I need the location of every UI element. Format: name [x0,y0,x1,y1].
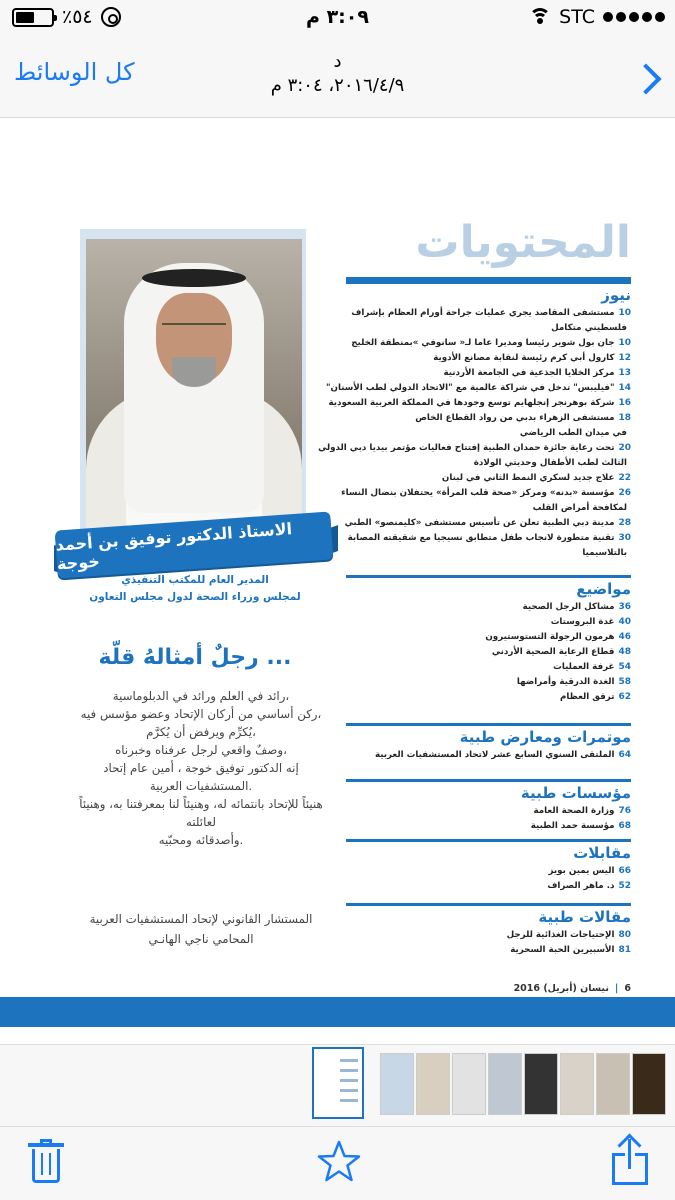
section-header [346,723,631,746]
contents-item [346,501,631,516]
contents-item [346,531,631,546]
contents-item-page: 16 [618,398,631,408]
contents-item-text: الأسبيرين الحبة السحرية [510,945,615,955]
contents-item [341,486,631,501]
contents-item-page: 36 [618,602,631,612]
contents-item-page: 26 [618,488,631,498]
contents-item-page: 81 [618,945,631,955]
contents-item-page: 10 [618,308,631,318]
contents-item-page: 62 [618,692,631,702]
contents-item-text: الغدة الدرقية وأمراضها [516,677,615,687]
section-items [318,306,631,561]
section-items [346,864,631,894]
thumbnail[interactable] [380,1053,414,1115]
section-items [346,928,631,958]
contents-item-text: مشاكل الرجل الصحية [522,602,615,612]
section-title: مؤسسات طبية [520,784,631,802]
page-footer [514,983,631,994]
contents-item [346,819,631,834]
contents-item-page: 10 [618,338,631,348]
section-items [346,804,631,834]
contents-item-page: 12 [618,353,631,363]
contents-item-page: 52 [618,881,631,891]
section-header [346,575,631,598]
navigation-bar [0,38,675,118]
section-items [346,600,631,705]
contents-item-page: 58 [618,677,631,687]
contents-item [346,336,631,351]
status-time: ٣:٠٩ م [306,6,369,28]
contents-item-text: مركز الخلايا الجذعية في الجامعة الأردنية [443,368,615,378]
contents-item-page: 40 [618,617,631,627]
signature-name: المحامي ناجي الهانـي [148,932,254,946]
contents-item [346,426,631,441]
section-items [346,748,631,763]
thumbnail-strip[interactable] [0,1044,675,1126]
section-title: مقالات طبية [538,908,631,926]
contents-item-page: 30 [618,533,631,543]
contents-item-text: مؤسسة «بدنه» ومركز «صحة قلب المرأة» يحتفلان بنضال النساء [341,488,615,498]
contents-item-text: "فيليبس" تدخل في شراكة عالمية مع "الاتحاد الدولي لطب الأسنان" [326,383,615,393]
trash-icon[interactable] [28,1139,64,1185]
contents-item [346,630,631,645]
poem-line: المستشفيات العربية. [149,779,253,793]
contents-item [346,600,631,615]
magazine-page[interactable] [0,119,675,1044]
contents-item-page: 66 [618,866,631,876]
contents-item-page: 46 [618,632,631,642]
poem-line: يُكرِّم ويرفض أن يُكرَّم، [146,725,256,739]
nav-title-date: ٢٠١٦/٤/٩، ٣:٠٤ م [270,75,405,96]
contents-section [346,779,631,834]
contents-item-page: 18 [618,413,631,423]
contents-item-text: اليس يمين بويز [548,866,615,876]
contents-item [346,690,631,705]
contents-item-text: الملتقى السنوي السابع عشر لاتحاد المستشفيات العربية [374,750,615,760]
contents-section [346,723,631,763]
contents-item-text: غدة البروستات [550,617,615,627]
thumbnail[interactable] [416,1053,450,1115]
thumbnail[interactable] [596,1053,630,1115]
profile-poem [56,687,346,849]
contents-item [346,411,631,426]
poem-line: لعائلته [186,815,216,829]
portrait-beard [172,357,216,387]
contents-item [346,879,631,894]
profile-role-line1: المدير العام للمكتب التنفيذي [121,574,269,586]
thumbnail[interactable] [488,1053,522,1115]
contents-item [346,321,631,336]
contents-item [318,441,631,456]
contents-item-text: مستشفى المقاصد يجري عمليات جراحة أورام العظام بإشراف [351,308,615,318]
contents-title: المحتويات [415,217,631,268]
signature-title: المستشار القانوني لإتحاد المستشفيات العربية [89,912,313,926]
profile-name-ribbon: الاستاذ الدكتور توفيق بن أحمد خوجة [55,511,334,578]
contents-item-text: في ميدان الطب الرياضي [519,428,627,438]
back-chevron-icon[interactable] [635,60,657,96]
poem-line: هنيئاً للإتحاد بانتمائه له، وهنيئاً لنا بمعرفتنا به، وهنيئاً [79,797,323,811]
contents-item-page: 68 [618,821,631,831]
contents-item-page: 64 [618,750,631,760]
contents-item [346,516,631,531]
thumbnail[interactable] [632,1053,666,1115]
contents-item-text: مؤسسة حمد الطبية [530,821,615,831]
thumbnail-selected[interactable] [312,1047,364,1119]
contents-item-text: الإحتياجات الغذائية للرجل [506,930,615,940]
contents-item-text: كارول أبي كرم رئيسة لنقابة مصانع الأدوية [433,353,615,363]
contents-item [346,928,631,943]
contents-item [346,306,631,321]
nav-title [0,50,675,98]
contents-item-page: 14 [618,383,631,393]
contents-item [346,748,631,763]
poem-line: إنه الدكتور توفيق خوجة ، أمين عام إتحاد [103,761,299,775]
signal-strength-icon [603,12,665,22]
contents-item-page: 22 [618,473,631,483]
section-header [346,903,631,926]
contents-item-page: 54 [618,662,631,672]
star-icon[interactable] [316,1139,362,1185]
profile-signature [56,909,346,949]
contents-item [328,396,631,411]
contents-item-text: غرفة العمليات [553,662,615,672]
contents-section [346,903,631,958]
contents-item-text: وزارة الصحة العامة [533,806,615,816]
wifi-icon [529,8,551,26]
signal-dot [629,12,639,22]
contents-section [346,839,631,894]
section-header [346,779,631,802]
status-bar [0,0,675,38]
contents-item [346,471,631,486]
contents-item-text: علاج جديد لسكري النمط الثاني في لبنان [441,473,615,483]
contents-item-text: مستشفى الزهراء بدبي من رواد القطاع الخاص [415,413,615,423]
contents-item [346,546,631,561]
thumbnail[interactable] [452,1053,486,1115]
section-header [346,839,631,862]
section-title: مقابلات [573,844,631,862]
contents-item [346,804,631,819]
poem-line: وصفٌ واقعي لرجل عرفناه وخبرناه، [115,743,287,757]
signal-dot [642,12,652,22]
contents-item-text: ترقق العظام [560,692,615,702]
nav-title-sender: د [333,51,342,72]
contents-item [346,645,631,660]
contents-item [346,864,631,879]
poem-line: ركن أساسي من أركان الإتحاد وعضو مؤسس فيه، [80,707,322,721]
share-icon[interactable] [612,1137,648,1185]
contents-item-text: فلسطيني متكامل [551,323,627,333]
contents-item [346,675,631,690]
contents-item-text: تحت رعاية جائزة حمدان الطبية إفتتاح فعاليات مؤتمر بيديا دبي الدولي [318,443,615,453]
contents-item-text: مدينة دبي الطبية تعلن عن تأسيس مستشفى «كليمنصو» الطبي [344,518,615,528]
profile-tagline: رجلٌ أمثالهُ قلّة ... [98,645,292,670]
bottom-toolbar [0,1126,675,1200]
contents-item-page: 20 [618,443,631,453]
contents-section [346,575,631,705]
signal-dot [655,12,665,22]
contents-item-text: جان بول شوير رئيسا ومديرا عاما لـ« سانوفي »بمنطقة الخليج [351,338,615,348]
poem-line: وأصدقائه ومحبّيه. [158,833,244,847]
contents-item [346,943,631,958]
status-right [529,6,665,28]
contents-item-page: 76 [618,806,631,816]
poem-line: رائد في العلم ورائد في الدبلوماسية، [112,689,290,703]
all-media-button[interactable]: كل الوسائط [14,58,135,86]
carrier-name: STC [559,6,595,28]
signal-dot [603,12,613,22]
battery-percent: ٪٥٤ [62,6,93,28]
contents-item [346,351,631,366]
contents-item [346,456,631,471]
contents-item [346,366,631,381]
thumbnail[interactable] [524,1053,558,1115]
contents-item [326,381,631,396]
contents-item-page: 13 [618,368,631,378]
contents-item [346,615,631,630]
section-title: نيوز [601,286,631,304]
section-title: مواضيع [576,580,631,598]
page-bottom-strip [0,997,675,1027]
contents-item [346,660,631,675]
footer-issue: نيسان (أبريل) 2016 [513,983,609,994]
signal-dot [616,12,626,22]
contents-item-text: د. ماهر الصراف [547,881,615,891]
footer-separator: | [614,983,619,994]
contents-section [318,281,631,561]
contents-item-page: 48 [618,647,631,657]
contents-item-text: بالتلاسيميا [582,548,627,558]
section-title: موتمرات ومعارض طبية [459,728,631,746]
portrait-agal [142,269,246,287]
portrait-photo [86,239,302,551]
contents-item-text: لمكافحة أمراض القلب [532,503,627,513]
contents-item-text: قطاع الرعاية الصحية الأردني [491,647,615,657]
contents-item-text: الثالث لطب الأطفال وحديثي الولادة [473,458,627,468]
section-header [346,281,631,304]
thumbnail[interactable] [560,1053,594,1115]
contents-item-text: هرمون الرجولة التستوستيرون [485,632,615,642]
portrait-glasses [162,323,226,335]
contents-item-text: تقنية متطورة لانجاب طفل متطابق نسيجيا مع شقيقته المصابة [347,533,615,543]
contents-item-page: 28 [618,518,631,528]
profile-role-line2: لمجلس وزراء الصحة لدول مجلس التعاون [89,591,301,603]
footer-page-number: 6 [624,983,631,994]
contents-item-page: 80 [618,930,631,940]
contents-item-text: شركة بوهرنجر إنجلهايم توسع وجودها في المملكة العربية السعودية [328,398,615,408]
